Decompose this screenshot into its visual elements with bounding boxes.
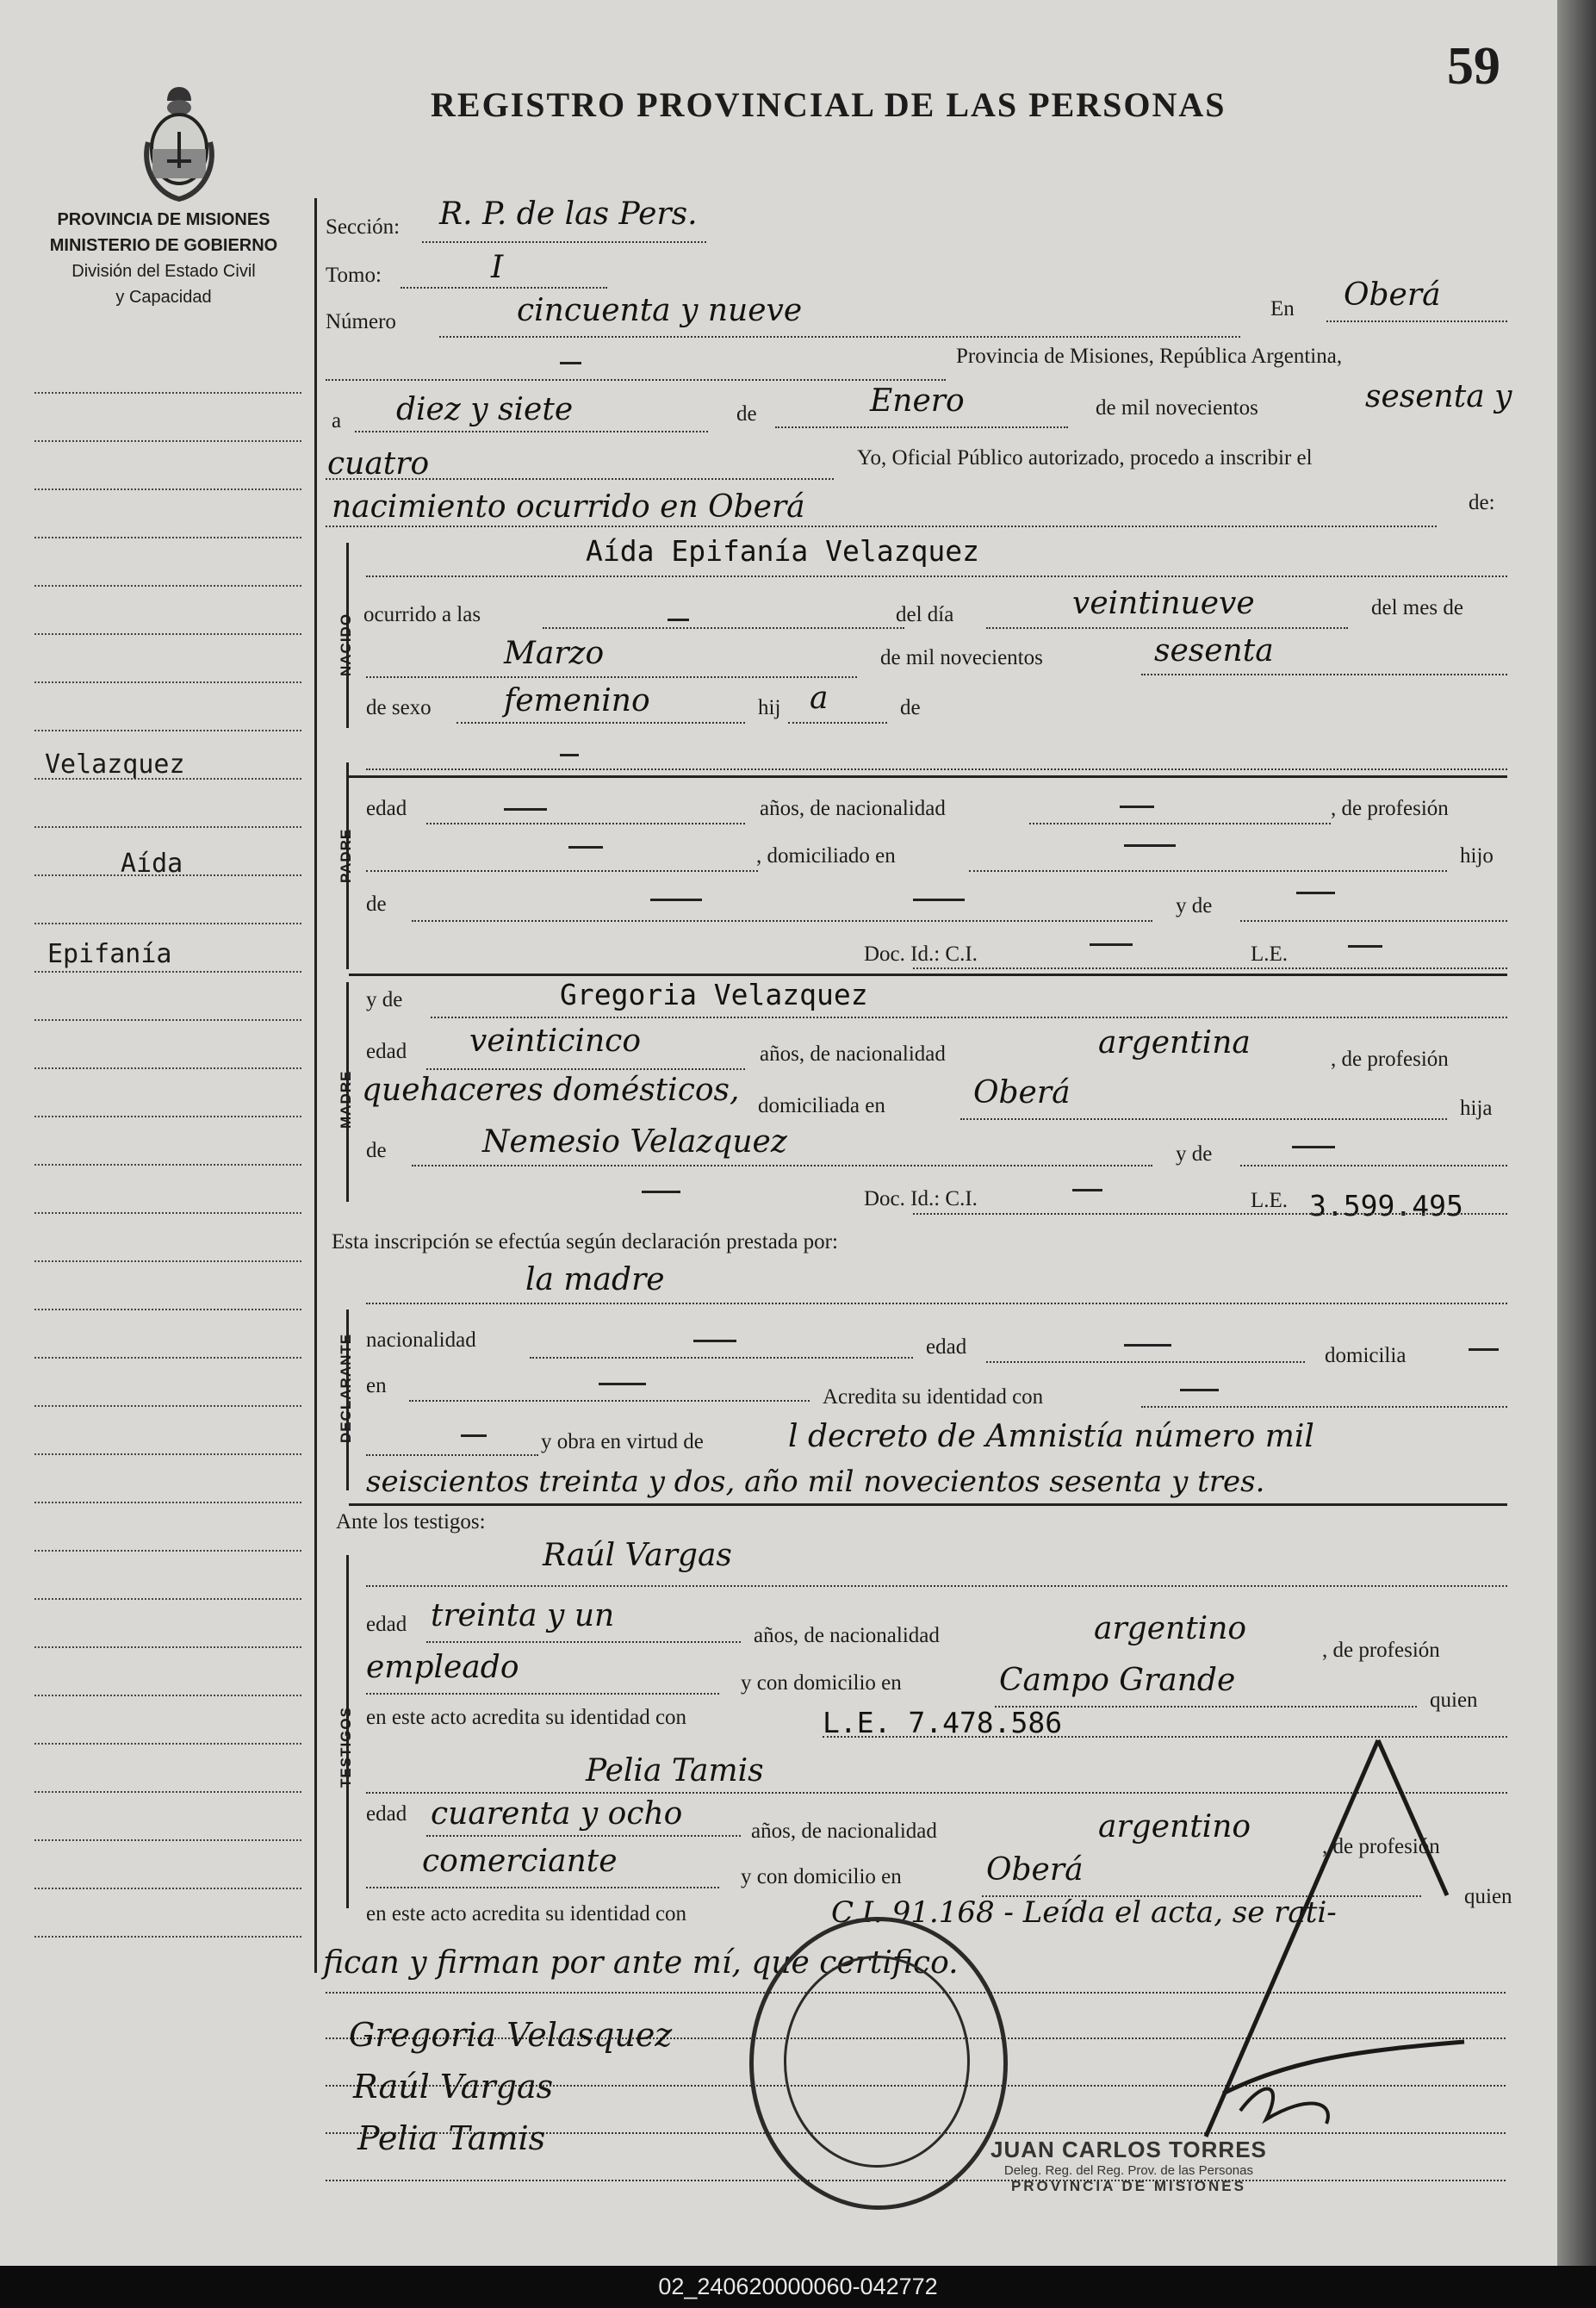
en-label: En (1270, 297, 1295, 320)
madre-profesion-label: , de profesión (1331, 1048, 1449, 1071)
margin-rule-line (34, 1116, 301, 1117)
padre-y-de-label: y de (1176, 894, 1213, 918)
madre-padre-nombre: Nemesio Velazquez (482, 1124, 787, 1160)
a-label: a (332, 409, 342, 432)
agency-province: PROVINCIA DE MISIONES (57, 210, 270, 229)
coat-of-arms-icon (136, 82, 222, 202)
declarante-nac-label: nacionalidad (366, 1328, 476, 1352)
padre-domiciliado-label: , domiciliado en (756, 844, 896, 868)
dotted-line (1141, 674, 1507, 675)
dotted-line (422, 241, 706, 243)
margin-rule-line (34, 1936, 301, 1938)
dotted-line (426, 1835, 741, 1837)
margin-note-middle-name: Epifanía (47, 939, 172, 969)
anio-cont-value: cuatro (327, 446, 430, 482)
dotted-line (366, 870, 758, 872)
ocurrido-label: ocurrido a las (363, 603, 481, 626)
declarante-domicilia-label: domicilia (1325, 1344, 1407, 1367)
dotted-line (788, 722, 887, 724)
margin-rule-line (34, 1598, 301, 1600)
dotted-line (366, 1303, 1507, 1304)
testigo2-nacionalidad: argentino (1098, 1809, 1251, 1845)
dotted-line (326, 526, 1437, 527)
firma-testigo-1: Raúl Vargas (353, 2068, 554, 2106)
numero-value: cincuenta y nueve (517, 293, 803, 328)
t1-quien-label: quien (1430, 1689, 1478, 1712)
margin-note-surname: Velazquez (45, 750, 185, 780)
testigo2-domicilio: Oberá (986, 1852, 1084, 1888)
oficial-text: Yo, Oficial Público autorizado, procedo a inscribir el (857, 446, 1313, 470)
testigo2-edad: cuarenta y ocho (431, 1796, 683, 1832)
anio-value: sesenta y (1365, 379, 1512, 414)
dotted-line (366, 1887, 719, 1888)
declarante-obra: l decreto de Amnistía número mil (788, 1419, 1314, 1454)
dotted-line (366, 768, 1507, 770)
testigo1-profesion: empleado (366, 1650, 519, 1685)
testigo1-doc: L.E. 7.478.586 (823, 1706, 1063, 1739)
agency-ministry: MINISTERIO DE GOBIERNO (49, 236, 278, 255)
blank-dash (560, 754, 579, 756)
official-title: Deleg. Reg. del Reg. Prov. de las Personas (1003, 2163, 1253, 2178)
declarante-en-label: en (366, 1374, 387, 1397)
document-title: REGISTRO PROVINCIAL DE LAS PERSONAS (431, 85, 1226, 124)
blank-dash (568, 846, 603, 849)
declarante-obra-label: y obra en virtud de (541, 1430, 704, 1453)
dotted-line (1240, 920, 1507, 922)
nacido-anio-label: de mil novecientos (880, 646, 1043, 669)
agency-division-2: y Capacidad (115, 288, 212, 307)
hij-label: hij (758, 696, 781, 719)
dotted-line (775, 426, 1068, 428)
dotted-line (456, 722, 745, 724)
dotted-line (439, 336, 1240, 338)
margin-rule-line (34, 681, 301, 683)
dotted-line (1326, 320, 1507, 322)
madre-nombre: Gregoria Velazquez (560, 978, 868, 1011)
blank-dash (642, 1191, 680, 1193)
nacido-nombre: Aída Epifanía Velazquez (586, 534, 979, 568)
dia-value: diez y siete (396, 392, 574, 427)
margin-rule-line (34, 1405, 301, 1407)
madre-y-de2-label: y de (1176, 1142, 1213, 1166)
margin-divider (314, 198, 317, 1973)
margin-rule-line (34, 1260, 301, 1262)
dotted-line (431, 1017, 1507, 1018)
blank-dash (504, 808, 547, 811)
dotted-line (426, 1068, 745, 1070)
file-id-bar: 02_240620000060-042772 (0, 2266, 1596, 2308)
margin-rule-line (34, 392, 301, 394)
blank-dash (1124, 844, 1176, 847)
blank-dash (1124, 1344, 1171, 1347)
dotted-line (409, 1400, 810, 1402)
provincia-text: Provincia de Misiones, República Argentina, (956, 345, 1343, 368)
objeto-value: nacimiento ocurrido en Oberá (332, 489, 805, 525)
t1-profesion-label: , de profesión (1322, 1639, 1440, 1662)
dotted-line (366, 1585, 1507, 1587)
blank-dash (693, 1340, 736, 1342)
de-label: de (736, 402, 757, 426)
blank-dash (1090, 943, 1133, 946)
dotted-line (913, 967, 1507, 969)
nacido-dia: veintinueve (1072, 586, 1255, 621)
binding-spine (1557, 0, 1596, 2266)
testigo1-nacionalidad: argentino (1094, 1611, 1247, 1646)
padre-profesion-label: , de profesión (1331, 797, 1449, 820)
t2-acredita-label: en este acto acredita su identidad con (366, 1902, 687, 1925)
padre-doc-label: Doc. Id.: C.I. (864, 942, 978, 966)
tomo-value: I (491, 250, 504, 285)
dotted-line (1141, 1406, 1507, 1408)
margin-rule-line (34, 1743, 301, 1745)
del-dia-label: del día (896, 603, 954, 626)
margin-rule-line (34, 730, 301, 731)
madre-de-label: de (366, 1139, 387, 1162)
de-colon-label: de: (1469, 491, 1495, 514)
official-stamp (991, 2137, 1267, 2195)
madre-profesion: quehaceres domésticos, (362, 1073, 740, 1108)
dotted-line (543, 627, 904, 629)
blank-dash (668, 619, 689, 621)
blank-dash (1072, 1189, 1102, 1191)
madre-y-de-label: y de (366, 988, 403, 1011)
t2-quien-label: quien (1464, 1885, 1512, 1908)
margin-rule-line (34, 1453, 301, 1455)
testigo2-nombre: Pelia Tamis (586, 1753, 764, 1789)
dotted-line (426, 823, 745, 824)
blank-dash (650, 899, 702, 901)
padre-le-label: L.E. (1251, 942, 1289, 966)
declarante-acredita-label: Acredita su identidad con (823, 1385, 1044, 1409)
dotted-line (355, 431, 708, 432)
padre-tag: PADRE (338, 828, 354, 883)
section-divider (349, 974, 1507, 976)
nacido-tag: NACIDO (338, 613, 354, 676)
t2-edad-label: edad (366, 1802, 407, 1826)
dotted-line (1029, 823, 1331, 824)
padre-de-label: de (366, 893, 387, 916)
blank-dash (913, 899, 965, 901)
margin-rule-line (34, 1646, 301, 1648)
firma-testigo-2: Pelia Tamis (357, 2119, 546, 2157)
dotted-line (366, 575, 1507, 577)
declarante-valor: la madre (525, 1262, 665, 1297)
madre-nac-label: años, de nacionalidad (760, 1042, 946, 1066)
madre-tag: MADRE (338, 1070, 354, 1129)
padre-hijo-label: hijo (1460, 844, 1494, 868)
margin-rule-line (34, 1791, 301, 1793)
margin-rule-line (34, 1309, 301, 1310)
margin-rule-line (34, 1695, 301, 1696)
section-divider (349, 775, 1507, 778)
blank-dash (461, 1434, 487, 1437)
sexo-value: femenino (504, 683, 650, 719)
testigos-ante-label: Ante los testigos: (336, 1510, 486, 1533)
madre-edad-label: edad (366, 1040, 407, 1063)
t1-acredita-label: en este acto acredita su identidad con (366, 1706, 687, 1729)
testigo1-domicilio: Campo Grande (999, 1663, 1236, 1698)
official-seal-inner (784, 1956, 970, 2168)
testigo2-profesion: comerciante (422, 1844, 618, 1879)
dotted-line (366, 676, 857, 678)
tomo-label: Tomo: (326, 264, 382, 287)
margin-rule-line (34, 1839, 301, 1841)
dotted-line (366, 1693, 719, 1695)
margin-rule-line (34, 1019, 301, 1021)
dotted-line (401, 287, 607, 289)
madre-nacionalidad: argentina (1098, 1025, 1251, 1061)
blank-dash (599, 1383, 646, 1385)
margin-rule-line (34, 1502, 301, 1503)
margin-rule-line (34, 440, 301, 442)
margin-rule-line (34, 1550, 301, 1552)
anio-label: de mil novecientos (1096, 396, 1258, 420)
blank-dash (1348, 945, 1382, 948)
t2-domicilio-label: y con domicilio en (741, 1865, 902, 1888)
margin-rule-line (34, 537, 301, 538)
declaracion-text: Esta inscripción se efectúa según declaración prestada por: (332, 1230, 838, 1254)
margin-rule-line (34, 1888, 301, 1889)
blank-dash (1469, 1348, 1499, 1351)
nacido-mes: Marzo (504, 636, 605, 671)
madre-le: 3.599.495 (1309, 1189, 1463, 1222)
dotted-line (412, 920, 1152, 922)
dotted-line (426, 1641, 741, 1643)
blank-dash (1120, 806, 1154, 808)
margin-rule-line (34, 1212, 301, 1214)
dotted-line (326, 379, 946, 381)
padre-edad-label: edad (366, 797, 407, 820)
dotted-line (326, 478, 834, 480)
margin-rule-line (34, 971, 301, 973)
t1-nac-label: años, de nacionalidad (754, 1624, 940, 1647)
mes-value: Enero (870, 383, 965, 419)
official-seal (749, 1917, 1008, 2210)
margin-rule-line (34, 1357, 301, 1359)
dotted-line (530, 1357, 913, 1359)
margin-rule-line (34, 923, 301, 924)
official-name: JUAN CARLOS TORRES (991, 2137, 1267, 2162)
madre-domiciliada-label: domiciliada en (758, 1094, 885, 1117)
madre-edad: veinticinco (469, 1023, 642, 1059)
margin-note-name: Aída (121, 849, 183, 879)
margin-rule-line (34, 1067, 301, 1069)
margin-rule-line (34, 488, 301, 490)
nacido-anio: sesenta (1154, 633, 1274, 669)
firma-declarante: Gregoria Velasquez (349, 2016, 673, 2054)
madre-domicilio: Oberá (973, 1075, 1071, 1110)
del-mes-label: del mes de (1371, 596, 1463, 619)
padre-nac-label: años, de nacionalidad (760, 797, 946, 820)
blank-dash (1292, 1146, 1335, 1148)
testigo1-nombre: Raúl Vargas (543, 1538, 732, 1573)
testigos-tag: TESTIGOS (338, 1707, 354, 1788)
margin-rule-line (34, 633, 301, 635)
official-province: PROVINCIA DE MISIONES (1010, 2178, 1246, 2194)
madre-doc-label: Doc. Id.: C.I. (864, 1187, 978, 1210)
declarante-tag: DECLARANTE (338, 1333, 354, 1443)
margin-rule-line (34, 585, 301, 587)
dotted-line (913, 1213, 1507, 1215)
blank-dash (560, 362, 581, 364)
margin-rule-line (34, 1164, 301, 1166)
declarante-edad-label: edad (926, 1335, 967, 1359)
issuing-agency (26, 207, 301, 310)
t1-edad-label: edad (366, 1613, 407, 1636)
nacido-de-label: de (900, 696, 921, 719)
t2-profesion-label: , de profesión (1322, 1835, 1440, 1858)
dotted-line (366, 1454, 538, 1456)
madre-le-label: L.E. (1251, 1189, 1289, 1212)
section-divider (349, 1503, 1507, 1506)
dotted-line (986, 1361, 1305, 1363)
madre-hija-label: hija (1460, 1097, 1493, 1120)
testigo1-edad: treinta y un (431, 1598, 615, 1633)
testigo2-doc: C.I. 91.168 - Leída el acta, se rati- (831, 1895, 1337, 1930)
dotted-line (986, 627, 1348, 629)
page-number: 59 (1447, 37, 1500, 96)
declarante-obra-cont: seiscientos treinta y dos, año mil novecientos sesenta y tres. (366, 1465, 1265, 1499)
dotted-line (960, 1118, 1447, 1120)
cierre-text: fican y firman por ante mí, que certifico. (323, 1945, 959, 1981)
numero-label: Número (326, 310, 396, 333)
dotted-line (1240, 1165, 1507, 1166)
agency-division: División del Estado Civil (71, 262, 256, 281)
t1-domicilio-label: y con domicilio en (741, 1671, 902, 1695)
dotted-line (969, 870, 1447, 872)
seccion-value: R. P. de las Pers. (439, 196, 698, 232)
t2-nac-label: años, de nacionalidad (751, 1820, 937, 1843)
sexo-label: de sexo (366, 696, 432, 719)
margin-rule-line (34, 826, 301, 828)
blank-dash (1180, 1389, 1219, 1391)
official-signature-icon (1189, 1732, 1473, 2145)
hij-suffix: a (810, 681, 829, 716)
en-value: Oberá (1344, 277, 1441, 313)
dotted-line (412, 1165, 1152, 1166)
seccion-label: Sección: (326, 215, 401, 239)
blank-dash (1296, 892, 1335, 894)
